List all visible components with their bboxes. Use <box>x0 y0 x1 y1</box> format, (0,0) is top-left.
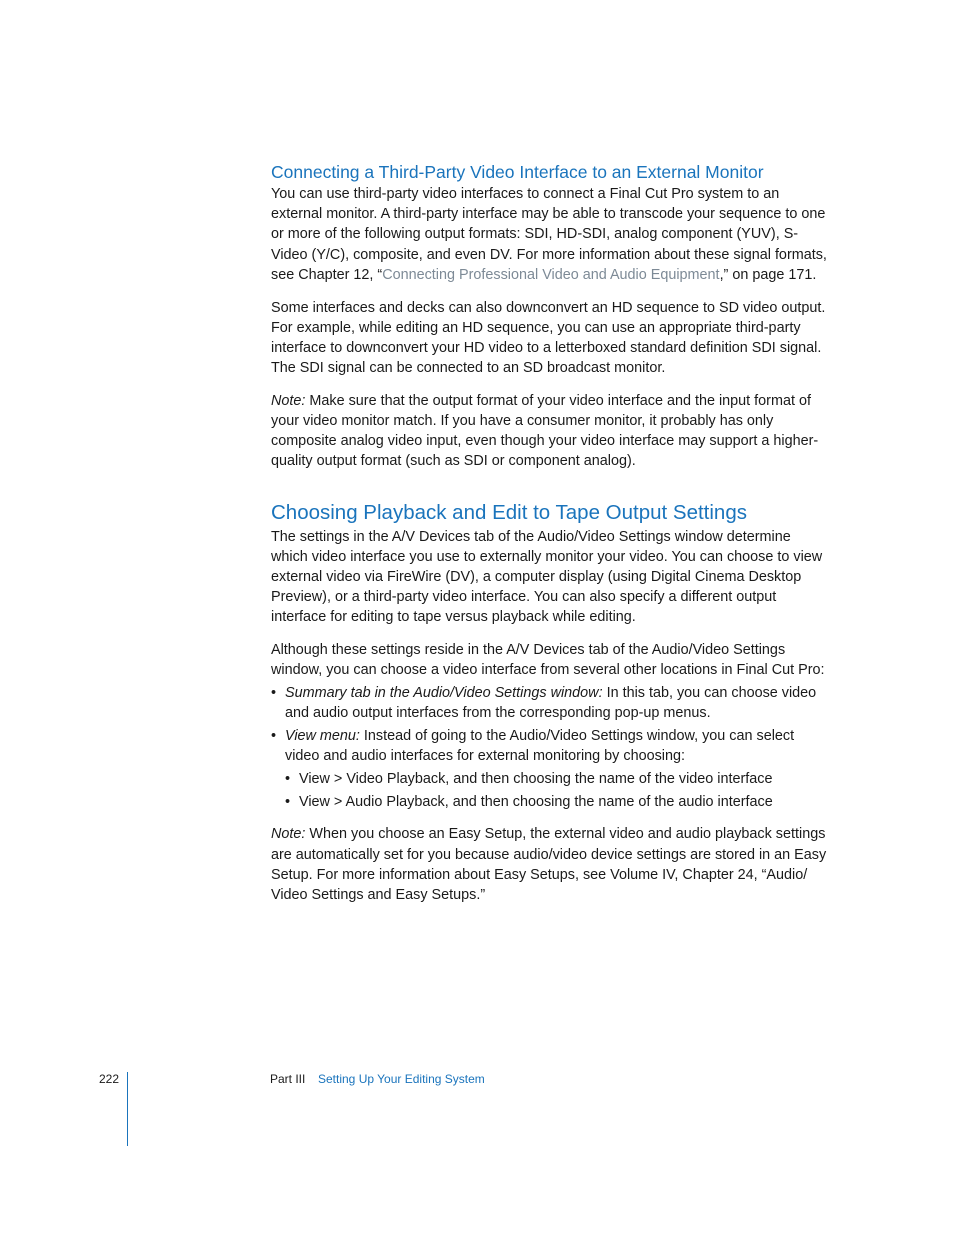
note-text: Make sure that the output format of your video interface and the input format of your video monitor match. If you have a consumer monitor, it probably has only composite analog video input, even though your video interface may support a higher-quality output format (such as SDI or component analog). <box>271 392 819 470</box>
list-item-label: Summary tab in the Audio/Video Settings window: <box>285 684 603 701</box>
note-text: When you choose an Easy Setup, the external video and audio playback settings are automatically set for you because audio/video device settings are stored in an Easy Setup. For more information about Easy Setups, see Volume IV, Chapter 24, “Audio/ Video Settings and Easy Setups.” <box>271 826 827 904</box>
list-item <box>271 726 831 812</box>
paragraph-text: ,” on page 171. <box>719 266 817 283</box>
paragraph: The settings in the A/V Devices tab of the Audio/Video Settings window determine which video interface you use to externally monitor your video. You can choose to view external video via FireWire (DV), a computer display (using Digital Cinema Desktop Preview), or a third-party video interface. You can also specify a different output interface for editing to tape versus playback while editing. <box>271 528 823 626</box>
list-item <box>271 683 831 723</box>
note-label: Note: <box>271 826 306 843</box>
footer-section-title: Setting Up Your Editing System <box>318 1072 485 1086</box>
list-item-text: In this tab, you can choose video and audio output interfaces from the corresponding pop-up menus. <box>285 684 817 721</box>
footer-part-label: Part III <box>270 1072 306 1086</box>
section-heading-third-party-interface: Connecting a Third-Party Video Interface to an External Monitor <box>271 162 764 182</box>
bullet-list <box>271 683 831 812</box>
cross-reference-link[interactable]: Connecting Professional Video and Audio Equipment <box>382 266 720 283</box>
page-number: 222 <box>99 1072 120 1086</box>
list-item-text: Instead of going to the Audio/Video Settings window, you can select video and audio interfaces for external monitoring by choosing: <box>285 727 795 764</box>
page-content <box>271 160 831 905</box>
footer-divider <box>127 1072 128 1146</box>
section-heading-playback-settings: Choosing Playback and Edit to Tape Output Settings <box>271 500 747 524</box>
list-item-label: View menu: <box>285 727 360 744</box>
paragraph-text: You can use third-party video interfaces to connect a Final Cut Pro system to an external monitor. A third-party interface may be able to transcode your sequence to one or more of the following output formats: SDI, HD-SDI, analog component (YUV), S-Video (Y/C), composite, and even DV. For more information about these signal formats, see Chapter 12, “ <box>271 186 827 283</box>
sub-list-item: • View > Audio Playback, and then choosing the name of the audio interface <box>285 792 831 812</box>
note-label: Note: <box>271 392 306 409</box>
note <box>271 391 831 472</box>
note <box>271 824 831 905</box>
page-footer <box>0 1068 954 1148</box>
paragraph <box>271 184 831 285</box>
paragraph: Although these settings reside in the A/V Devices tab of the Audio/Video Settings window, you can choose a video interface from several other locations in Final Cut Pro: <box>271 642 825 679</box>
sub-bullet-list <box>285 769 831 812</box>
paragraph: Some interfaces and decks can also downconvert an HD sequence to SD video output. For example, while editing an HD sequence, you can use an appropriate third-party interface to downconvert your HD video to a letterboxed standard definition SDI signal. The SDI signal can be connected to an SD broadcast monitor. <box>271 299 826 377</box>
sub-list-item: • View > Video Playback, and then choosing the name of the video interface <box>285 769 831 789</box>
